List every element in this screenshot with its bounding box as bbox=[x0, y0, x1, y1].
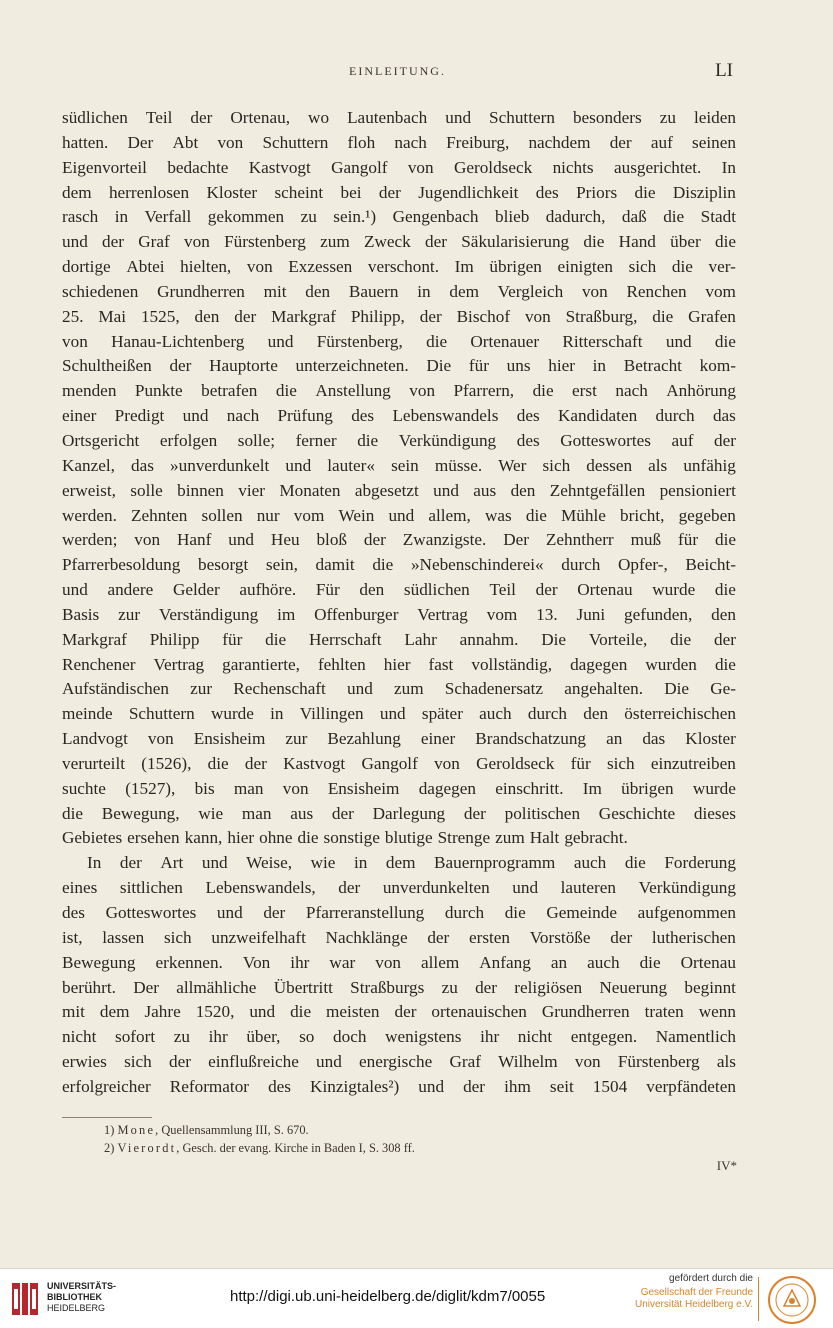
text-line: Landvogt von Ensisheim zur Bezahlung einer Brandschatzung an das Kloster bbox=[62, 729, 736, 749]
text-line: hatten. Der Abt von Schuttern floh nach Freiburg, nachdem der auf seinen bbox=[62, 132, 736, 152]
sponsor-name-line1: Gesellschaft der Freunde bbox=[640, 1287, 753, 1298]
permalink[interactable]: http://digi.ub.uni-heidelberg.de/diglit/kdm7/0055 bbox=[230, 1288, 546, 1305]
sponsor-name-line2: Universität Heidelberg e.V. bbox=[634, 1299, 753, 1310]
text-line: erweist, solle binnen vier Monaten abgesetzt und aus den Zehntgefällen pensioniert bbox=[62, 480, 736, 500]
sponsor-divider bbox=[758, 1277, 759, 1321]
text-line: erfolgreicher Reformator des Kinzigtales²) und der ihm seit 1504 verpfändeten bbox=[62, 1076, 736, 1096]
text-line: einer Predigt und nach Prüfung des Lebenswandels des Kandidaten durch das bbox=[62, 406, 736, 426]
footnote-2 bbox=[104, 1139, 415, 1157]
sponsor[interactable] bbox=[635, 1273, 753, 1311]
text-line: 25. Mai 1525, den der Markgraf Philipp, der Bischof von Straßburg, die Grafen bbox=[62, 306, 736, 326]
text-line: erwies sich der einflußreiche und energische Graf Wilhelm von Fürstenberg als bbox=[62, 1052, 736, 1072]
text-line: meinde Schuttern wurde in Villingen und später auch durch den österreichischen bbox=[62, 704, 736, 724]
text-line: Ortsgericht erfolgen solle; ferner die Verkündigung des Gotteswortes auf der bbox=[62, 430, 736, 450]
footnote-author: Mone bbox=[117, 1123, 156, 1137]
university-library-logo-icon[interactable] bbox=[10, 1279, 40, 1319]
text-line: suchte (1527), bis man von Ensisheim dagegen einschritt. Im übrigen wurde bbox=[62, 778, 736, 798]
text-line: Markgraf Philipp für die Herrschaft Lahr annahm. Die Vorteile, die der bbox=[62, 629, 736, 649]
text-line: die Bewegung, wie man aus der Darlegung der politischen Geschichte dieses bbox=[62, 803, 736, 823]
text-line: südlichen Teil der Ortenau, wo Lautenbach und Schuttern besonders zu leiden bbox=[62, 108, 736, 127]
text-line: werden; von Hanf und Heu bloß der Zwanzigste. Der Zehntherr muß für die bbox=[62, 530, 736, 550]
footnote-text: , Quellensammlung III, S. 670. bbox=[155, 1123, 309, 1137]
text-line: nicht sofort zu ihr über, so doch wenigstens ihr nicht entgegen. Namentlich bbox=[62, 1027, 736, 1047]
text-line: berührt. Der allmähliche Übertritt Straßburgs zu der religiösen Neuerung beginnt bbox=[62, 977, 736, 997]
text-line: dortige Abtei hielten, von Exzessen verschont. Im übrigen einigten sich die ver- bbox=[62, 257, 736, 277]
text-line: Kanzel, das »unverdunkelt und lauter« sein müsse. Wer sich dessen als unfähig bbox=[62, 455, 736, 475]
footnote-mark: 1) bbox=[104, 1123, 115, 1137]
sponsor-label: gefördert durch die bbox=[669, 1273, 753, 1284]
text-line: eines sittlichen Lebenswandels, der unverdunkelten und lauteren Verkündigung bbox=[62, 878, 736, 898]
society-seal-icon[interactable] bbox=[767, 1275, 817, 1325]
running-head bbox=[62, 60, 733, 84]
viewer-footer bbox=[0, 1268, 833, 1328]
text-line: und der Graf von Fürstenberg zum Zweck der Säkularisierung die Hand über die bbox=[62, 232, 736, 252]
text-line: Renchener Vertrag garantierte, fehlten hier fast vollständig, dagegen wurden die bbox=[62, 654, 736, 674]
text-line: Bewegung erkennen. Von ihr war von allem Anfang an auch die Ortenau bbox=[62, 952, 736, 972]
text-line: verurteilt (1526), die der Kastvogt Gangolf von Geroldseck für sich einzutreiben bbox=[62, 753, 736, 773]
text-line: In der Art und Weise, wie in dem Bauernprogramm auch die Forderung bbox=[87, 853, 736, 873]
text-line: ist, lassen sich unzweifelhaft Nachklänge der ersten Vorstöße der lutherischen bbox=[62, 927, 736, 947]
text-line: Basis zur Verständigung im Offenburger Vertrag vom 13. Juni gefunden, den bbox=[62, 604, 736, 624]
chapter-title: EINLEITUNG. bbox=[349, 64, 446, 78]
text-line: von Hanau-Lichtenberg und Fürstenberg, die Ortenauer Ritterschaft und die bbox=[62, 331, 736, 351]
text-line: Schultheißen der Hauptorte unterzeichneten. Die für uns hier in Betracht kom- bbox=[62, 356, 736, 376]
footnote-text: , Gesch. der evang. Kirche in Baden I, S. 308 ff. bbox=[176, 1141, 415, 1155]
text-line: Gebietes ersehen kann, hier ohne die sonstige blutige Strenge zum Halt gebracht. bbox=[62, 828, 628, 848]
text-line: Eigenvorteil bedachte Kastvogt Gangolf von Geroldseck nichts ausgerichtet. In bbox=[62, 157, 736, 177]
text-line: schiedenen Grundherren mit den Bauern in dem Vergleich von Renchen vom bbox=[62, 281, 736, 301]
text-line: dem herrenlosen Kloster scheint bei der Jugendlichkeit des Priors die Disziplin bbox=[62, 182, 736, 202]
text-line: und andere Gelder aufhöre. Für den südlichen Teil der Ortenau wurde die bbox=[62, 580, 736, 600]
library-name[interactable]: UNIVERSITÄTS- BIBLIOTHEK HEIDELBERG bbox=[47, 1281, 117, 1313]
footnote-rule bbox=[62, 1117, 152, 1118]
footnotes bbox=[104, 1121, 415, 1157]
text-line: Pfarrerbesoldung besorgt sein, damit die »Nebenschinderei« durch Opfer-, Beicht- bbox=[62, 555, 736, 575]
signature-mark: IV* bbox=[716, 1158, 737, 1173]
text-line: rasch in Verfall gekommen zu sein.¹) Gengenbach blieb dadurch, daß die Stadt bbox=[62, 207, 736, 227]
text-line: mit dem Jahre 1520, und die meisten der ortenauischen Grundherren traten wenn bbox=[62, 1002, 736, 1022]
text-line: des Gotteswortes und der Pfarreranstellung durch die Gemeinde aufgenommen bbox=[62, 903, 736, 922]
footnote-1 bbox=[104, 1121, 415, 1139]
page-number: LI bbox=[715, 60, 733, 81]
text-line: menden Punkte betrafen die Anstellung von Pfarrern, die erst nach Anhörung bbox=[62, 381, 736, 401]
footnote-author: Vierordt bbox=[117, 1141, 177, 1155]
body-text bbox=[62, 106, 736, 1100]
text-line: werden. Zehnten sollen nur vom Wein und allem, was die Mühle bricht, gegeben bbox=[62, 505, 736, 525]
footnote-mark: 2) bbox=[104, 1141, 115, 1155]
text-line: Aufständischen zur Rechenschaft und zum Schadenersatz angehalten. Die Ge- bbox=[62, 679, 736, 699]
